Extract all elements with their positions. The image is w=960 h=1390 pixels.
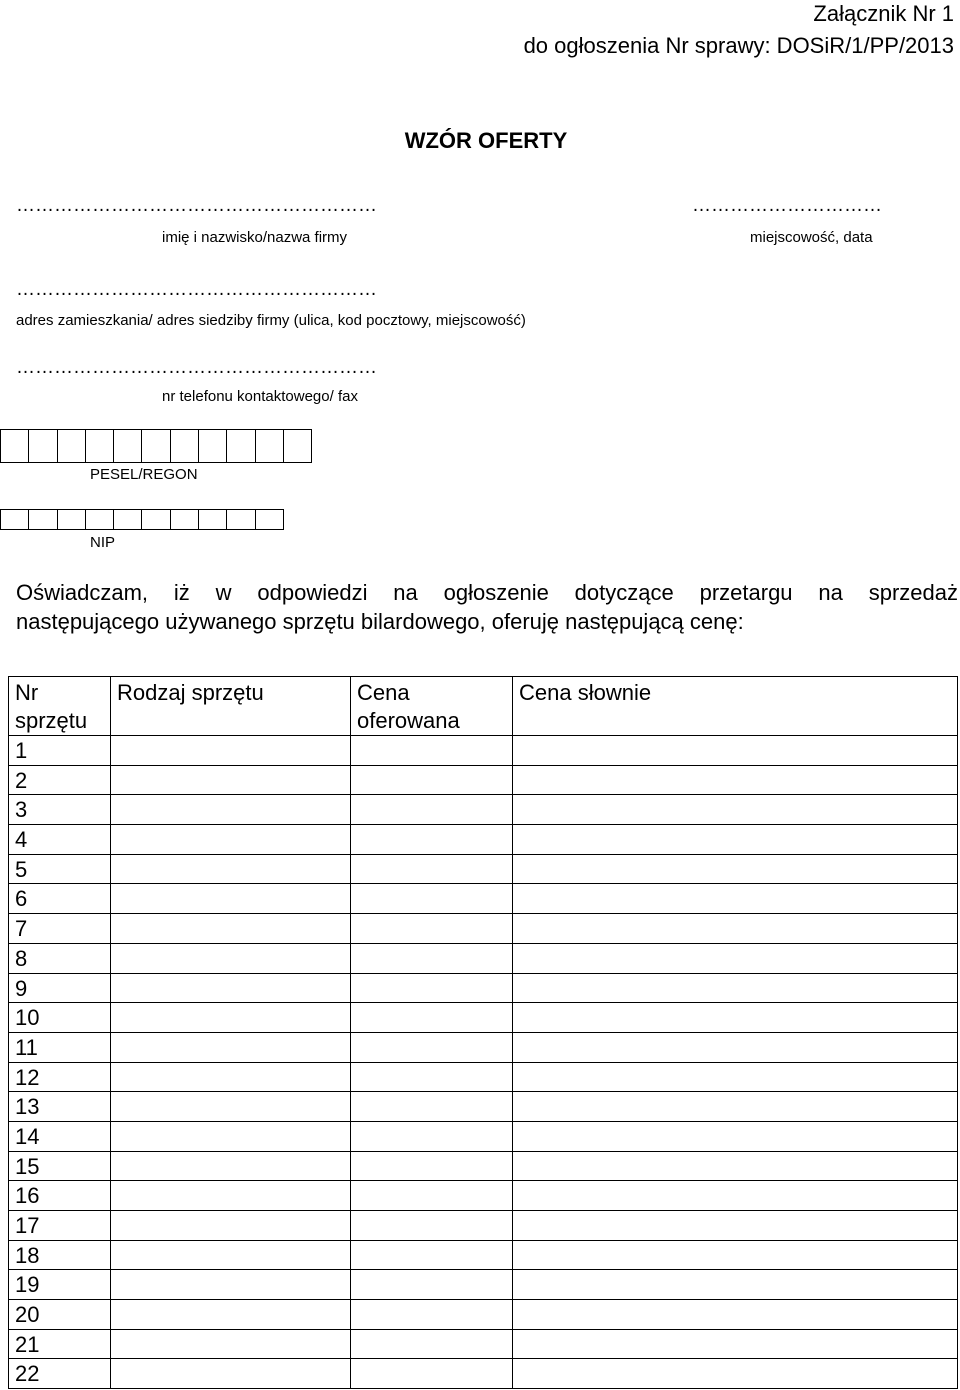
table-row [9, 795, 958, 825]
equipment-type-cell[interactable] [111, 1300, 351, 1330]
offered-price-cell[interactable] [351, 1240, 513, 1270]
offered-price-cell[interactable] [351, 1359, 513, 1389]
pesel-digit-box[interactable] [28, 429, 57, 463]
table-header-row [9, 677, 958, 736]
nip-digit-box[interactable] [141, 509, 170, 530]
attachment-label: Załącznik Nr 1 [813, 1, 954, 26]
equipment-type-cell[interactable] [111, 825, 351, 855]
header-type-text: Rodzaj sprzętu [117, 680, 264, 705]
equipment-type-cell[interactable] [111, 1092, 351, 1122]
address-input-line[interactable]: ………………………………………………… [16, 279, 377, 300]
nip-digit-box[interactable] [28, 509, 57, 530]
nip-digit-box[interactable] [113, 509, 142, 530]
row-number-cell: 18 [9, 1240, 111, 1270]
row-number-cell: 21 [9, 1329, 111, 1359]
offered-price-cell[interactable] [351, 1211, 513, 1241]
equipment-type-cell[interactable] [111, 1121, 351, 1151]
pesel-digit-box[interactable] [113, 429, 142, 463]
header-price-in-words [513, 677, 958, 736]
offer-table-body [9, 736, 958, 1389]
equipment-type-cell[interactable] [111, 1329, 351, 1359]
table-row [9, 973, 958, 1003]
header-words-text: Cena słownie [519, 680, 652, 705]
offered-price-cell[interactable] [351, 765, 513, 795]
header-price-text: Cena [357, 680, 410, 705]
table-row [9, 1092, 958, 1122]
offered-price-cell[interactable] [351, 943, 513, 973]
nip-digit-box[interactable] [255, 509, 284, 530]
name-input-line[interactable]: ………………………………………………… [16, 195, 377, 216]
phone-input-line[interactable]: ………………………………………………… [16, 357, 377, 378]
equipment-type-cell[interactable] [111, 854, 351, 884]
equipment-type-cell[interactable] [111, 1240, 351, 1270]
price-in-words-cell[interactable] [513, 914, 958, 944]
pesel-digit-box[interactable] [198, 429, 227, 463]
price-in-words-cell[interactable] [513, 1359, 958, 1389]
equipment-type-cell[interactable] [111, 884, 351, 914]
pesel-digit-box[interactable] [141, 429, 170, 463]
pesel-regon-caption: PESEL/REGON [90, 466, 198, 483]
offer-table [8, 676, 958, 1389]
row-number-cell: 19 [9, 1270, 111, 1300]
price-in-words-cell[interactable] [513, 1062, 958, 1092]
equipment-type-cell[interactable] [111, 1062, 351, 1092]
row-number-cell: 8 [9, 943, 111, 973]
price-in-words-cell[interactable] [513, 854, 958, 884]
price-in-words-cell[interactable] [513, 1300, 958, 1330]
nip-digit-box[interactable] [170, 509, 199, 530]
nip-digit-box[interactable] [57, 509, 86, 530]
table-row [9, 1359, 958, 1389]
price-in-words-cell[interactable] [513, 973, 958, 1003]
nip-digit-box[interactable] [85, 509, 114, 530]
price-in-words-cell[interactable] [513, 1270, 958, 1300]
statement-line-2: następującego używanego sprzętu bilardowego, oferuję następującą cenę: [16, 609, 744, 634]
pesel-digit-box[interactable] [0, 429, 29, 463]
row-number-cell: 15 [9, 1151, 111, 1181]
row-number-cell: 9 [9, 973, 111, 1003]
offered-price-cell[interactable] [351, 854, 513, 884]
equipment-type-cell[interactable] [111, 1181, 351, 1211]
row-number-cell: 1 [9, 736, 111, 766]
nip-digit-box[interactable] [226, 509, 255, 530]
price-in-words-cell[interactable] [513, 1092, 958, 1122]
row-number-cell: 6 [9, 884, 111, 914]
header-equipment-type [111, 677, 351, 736]
price-in-words-cell[interactable] [513, 765, 958, 795]
equipment-type-cell[interactable] [111, 1032, 351, 1062]
place-date-input-line[interactable]: ………………………… [692, 195, 882, 216]
nip-digit-box[interactable] [0, 509, 29, 530]
row-number-cell: 11 [9, 1032, 111, 1062]
table-row [9, 1151, 958, 1181]
pesel-digit-box[interactable] [283, 429, 312, 463]
equipment-type-cell[interactable] [111, 1359, 351, 1389]
table-row [9, 1329, 958, 1359]
nip-boxes [0, 509, 284, 530]
table-row [9, 1240, 958, 1270]
offered-price-cell[interactable] [351, 973, 513, 1003]
equipment-type-cell[interactable] [111, 795, 351, 825]
table-row [9, 1270, 958, 1300]
address-caption: adres zamieszkania/ adres siedziby firmy (ulica, kod pocztowy, miejscowość) [16, 312, 526, 329]
row-number-cell: 2 [9, 765, 111, 795]
price-in-words-cell[interactable] [513, 1032, 958, 1062]
table-row [9, 1003, 958, 1033]
offered-price-cell[interactable] [351, 1032, 513, 1062]
row-number-cell: 7 [9, 914, 111, 944]
header-equipment-text: sprzętu [15, 708, 88, 733]
equipment-type-cell[interactable] [111, 1211, 351, 1241]
price-in-words-cell[interactable] [513, 1211, 958, 1241]
equipment-type-cell[interactable] [111, 736, 351, 766]
offered-price-cell[interactable] [351, 1151, 513, 1181]
offered-price-cell[interactable] [351, 1329, 513, 1359]
equipment-type-cell[interactable] [111, 1003, 351, 1033]
table-row [9, 1062, 958, 1092]
row-number-cell: 14 [9, 1121, 111, 1151]
price-in-words-cell[interactable] [513, 825, 958, 855]
row-number-cell: 17 [9, 1211, 111, 1241]
table-row [9, 825, 958, 855]
header-nr-text: Nr [15, 680, 39, 705]
offered-price-cell[interactable] [351, 1121, 513, 1151]
row-number-cell: 5 [9, 854, 111, 884]
row-number-cell: 12 [9, 1062, 111, 1092]
pesel-digit-box[interactable] [170, 429, 199, 463]
table-row [9, 765, 958, 795]
nip-caption: NIP [90, 534, 116, 551]
nip-digit-box[interactable] [198, 509, 227, 530]
name-caption: imię i nazwisko/nazwa firmy [162, 229, 348, 246]
equipment-type-cell[interactable] [111, 765, 351, 795]
equipment-type-cell[interactable] [111, 973, 351, 1003]
equipment-type-cell[interactable] [111, 1151, 351, 1181]
equipment-type-cell[interactable] [111, 1270, 351, 1300]
pesel-digit-box[interactable] [255, 429, 284, 463]
row-number-cell: 20 [9, 1300, 111, 1330]
offered-price-cell[interactable] [351, 795, 513, 825]
offered-price-cell[interactable] [351, 1062, 513, 1092]
price-in-words-cell[interactable] [513, 943, 958, 973]
pesel-digit-box[interactable] [85, 429, 114, 463]
price-in-words-cell[interactable] [513, 1240, 958, 1270]
phone-caption: nr telefonu kontaktowego/ fax [162, 388, 358, 405]
row-number-cell: 16 [9, 1181, 111, 1211]
header-offered-price [351, 677, 513, 736]
table-row [9, 943, 958, 973]
case-reference: do ogłoszenia Nr sprawy: DOSiR/1/PP/2013 [523, 33, 954, 58]
price-in-words-cell[interactable] [513, 1151, 958, 1181]
offered-price-cell[interactable] [351, 914, 513, 944]
pesel-regon-boxes [0, 429, 312, 463]
header-offered-text: oferowana [357, 708, 460, 733]
table-row [9, 1181, 958, 1211]
table-row [9, 914, 958, 944]
place-date-caption: miejscowość, data [750, 229, 873, 246]
equipment-type-cell[interactable] [111, 914, 351, 944]
row-number-cell: 13 [9, 1092, 111, 1122]
equipment-type-cell[interactable] [111, 943, 351, 973]
offered-price-cell[interactable] [351, 736, 513, 766]
price-in-words-cell[interactable] [513, 736, 958, 766]
row-number-cell: 22 [9, 1359, 111, 1389]
header-item-number [9, 677, 111, 736]
offer-statement [16, 578, 958, 636]
table-row [9, 884, 958, 914]
table-row [9, 1211, 958, 1241]
price-in-words-cell[interactable] [513, 1121, 958, 1151]
row-number-cell: 10 [9, 1003, 111, 1033]
table-row [9, 854, 958, 884]
row-number-cell: 4 [9, 825, 111, 855]
offered-price-cell[interactable] [351, 1181, 513, 1211]
offered-price-cell[interactable] [351, 1092, 513, 1122]
table-row [9, 1032, 958, 1062]
statement-line-1: Oświadczam, iż w odpowiedzi na ogłoszenie dotyczące przetargu na sprzedaż [16, 580, 958, 605]
table-row [9, 1121, 958, 1151]
pesel-digit-box[interactable] [226, 429, 255, 463]
price-in-words-cell[interactable] [513, 1181, 958, 1211]
pesel-digit-box[interactable] [57, 429, 86, 463]
offered-price-cell[interactable] [351, 1300, 513, 1330]
row-number-cell: 3 [9, 795, 111, 825]
table-row [9, 736, 958, 766]
price-in-words-cell[interactable] [513, 884, 958, 914]
price-in-words-cell[interactable] [513, 795, 958, 825]
price-in-words-cell[interactable] [513, 1329, 958, 1359]
offered-price-cell[interactable] [351, 884, 513, 914]
offered-price-cell[interactable] [351, 1270, 513, 1300]
offered-price-cell[interactable] [351, 825, 513, 855]
price-in-words-cell[interactable] [513, 1003, 958, 1033]
offered-price-cell[interactable] [351, 1003, 513, 1033]
form-title: WZÓR OFERTY [404, 128, 568, 153]
table-row [9, 1300, 958, 1330]
